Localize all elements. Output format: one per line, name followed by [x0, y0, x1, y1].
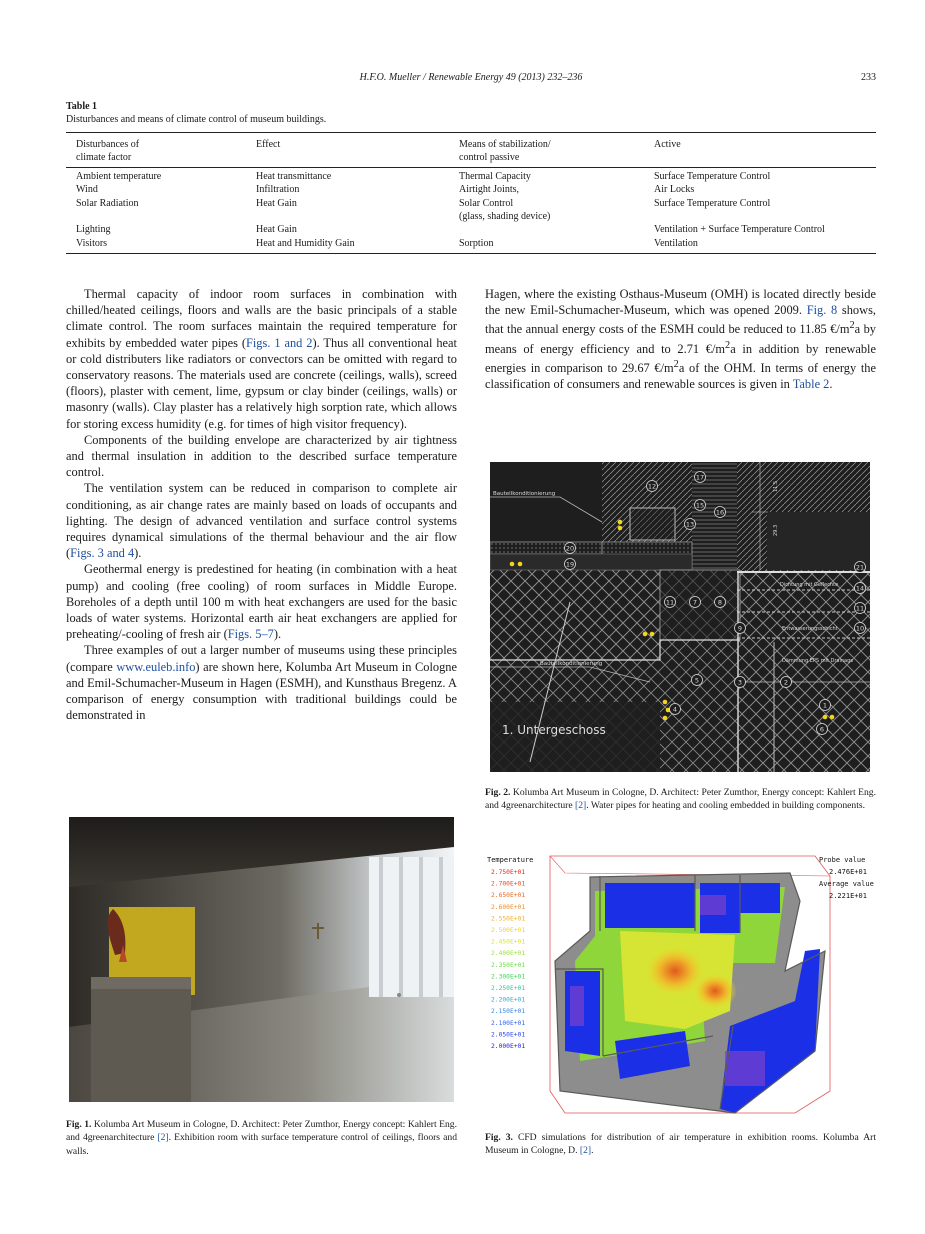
- paragraph: Hagen, where the existing Osthaus-Museum (OMH) is located directly beside the new Emil-Schumacher-Museum, which was opened 2009. Fig. 8 shows, that the annual energy costs of the ESMH could be reduced to 11.85 $€/m^2a$ by means of energy efficiency and to 2.71 $€/m^2a$ in addition by renewable energies in comparison to 29.67 $€/m^2a$ of the OHM. In terms of energy the classification of consumers and renewable sources is given in Table 2.: [485, 287, 876, 392]
- drawing-label: Bauteilkonditionierung: [540, 661, 603, 667]
- legend-value: 2.600E+01: [491, 903, 526, 911]
- marker-number: 13: [685, 520, 695, 529]
- paragraph: Three examples of out a larger number of museums using these principles (compare www.euleb.info) are shown here, Kolumba Art Museum in Cologne and Emil-Schumacher-Museum in Hagen (ESMH), and Kunsthaus Bregenz. A comparison of energy consumption with traditional buildings could be demonstrated in: [66, 643, 457, 723]
- figure-2-caption: Fig. 2. Kolumba Art Museum in Cologne, D. Architect: Peter Zumthor, Energy concept: Kahlert Eng. and 4greenarchitecture [2]. Water pipes for heating and cooling embedded in building components.: [485, 787, 876, 812]
- marker-number: 4: [672, 705, 678, 714]
- table-cell: (glass, shading device): [459, 211, 551, 223]
- table-cell: Solar Control: [459, 197, 514, 209]
- table-cell: Surface Temperature Control: [654, 197, 771, 209]
- table-cell: Wind: [76, 184, 98, 196]
- table-cell: Infiltration: [256, 184, 300, 196]
- marker-number: 5: [694, 676, 700, 685]
- table-cell: Airtight Joints,: [459, 184, 520, 196]
- table-row: [66, 237, 876, 250]
- table-cell: [66, 210, 256, 223]
- legend-value: 2.100E+01: [491, 1019, 526, 1027]
- table-row: [66, 223, 876, 236]
- table-cell: Ambient temperature: [76, 170, 162, 182]
- table-label: Table 1: [66, 101, 98, 112]
- table-row: [66, 183, 876, 196]
- marker-number: 21: [855, 563, 865, 572]
- reference-link[interactable]: [2]: [575, 800, 587, 812]
- table-header-cell: [654, 151, 876, 164]
- legend-title: Temperature: [487, 856, 534, 864]
- marker-number: 17: [695, 473, 705, 482]
- figure-3-cfd: [485, 851, 876, 1123]
- page-number: 233: [861, 72, 876, 83]
- marker-number: 15: [695, 501, 705, 510]
- table-cell: Thermal Capacity: [459, 170, 531, 182]
- body-column-right: [485, 286, 876, 393]
- legend-value: 2.750E+01: [491, 869, 526, 876]
- legend-value: 2.400E+01: [491, 950, 526, 958]
- legend-value: 2.150E+01: [491, 1008, 526, 1016]
- table-cell: Heat and Humidity Gain: [256, 237, 355, 249]
- table-cell: Lighting: [76, 224, 111, 236]
- table-row: [66, 170, 876, 183]
- dimension-label: 29.3: [773, 524, 779, 536]
- figure-1-caption: Fig. 1. Kolumba Art Museum in Cologne, D. Architect: Peter Zumthor, Energy concept: Kahlert Eng. and 4greenarchitecture [2]. Exhibition room with surface temperature control of ceilings, floors and walls.: [66, 1119, 457, 1157]
- table-1: [66, 132, 876, 254]
- average-label: Average value: [819, 880, 874, 888]
- marker-number: 19: [565, 560, 575, 569]
- table-cell: Heat Gain: [256, 197, 297, 209]
- probe-label: Probe value: [819, 856, 866, 864]
- legend-value: 2.500E+01: [491, 927, 526, 934]
- figure-link[interactable]: Figs. 1 and 2: [245, 335, 313, 350]
- table-cell: Visitors: [76, 237, 108, 249]
- marker-number: 2: [783, 678, 789, 687]
- legend-value: 2.300E+01: [491, 973, 526, 981]
- legend-value: 2.550E+01: [491, 915, 526, 923]
- figure-link[interactable]: Figs. 3 and 4: [70, 546, 135, 561]
- table-caption: Disturbances and means of climate control of museum buildings.: [66, 114, 327, 125]
- marker-number: 16: [715, 508, 725, 517]
- drawing-label: Dämmung EPS mit Drainage: [782, 658, 854, 664]
- table-header: [66, 132, 876, 168]
- figure-1-photo: [69, 817, 454, 1102]
- table-body: [66, 168, 876, 254]
- legend-value: 2.450E+01: [491, 938, 526, 946]
- table-header-cell: climate factor: [76, 152, 132, 164]
- paragraph: Geothermal energy is predestined for heating (in combination with a heat pump) and cooling (free cooling) of room surfaces in Middle Europe. Boreholes of a depth until 100 m with heat exchangers are used for the basic loads of water systems. Horizontal earth air heat exchangers are applied for preheating/-cooling of fresh air (Figs. 5–7).: [66, 562, 457, 642]
- figure-link[interactable]: Fig. 8: [806, 303, 838, 318]
- table-cell: [654, 210, 876, 223]
- table-cell: Heat Gain: [256, 224, 297, 236]
- marker-number: 20: [565, 544, 575, 553]
- table-row: [66, 197, 876, 210]
- legend-value: 2.200E+01: [491, 996, 526, 1004]
- table-cell: Surface Temperature Control: [654, 170, 771, 182]
- running-title: H.F.O. Mueller / Renewable Energy 49 (2013) 232–236: [359, 72, 583, 83]
- table-cell: Ventilation + Surface Temperature Control: [654, 224, 825, 236]
- drawing-label: Dichtung mit Geflechte: [780, 582, 839, 588]
- table-link[interactable]: Table 2: [792, 377, 830, 392]
- reference-link[interactable]: [2]: [157, 1132, 169, 1144]
- average-value: 2.221E+01: [829, 892, 867, 900]
- marker-number: 6: [819, 725, 825, 734]
- legend-value: 2.050E+01: [491, 1031, 526, 1039]
- paragraph: The ventilation system can be reduced in comparison to complete air conditioning, as air change rates are mainly based on loads of occupants and lighting. The design of advanced ventilation and surface control systems requires dynamical simulations of the thermal behaviour and the air flow (Figs. 3 and 4).: [66, 481, 457, 561]
- table-header-cell: control passive: [459, 152, 520, 164]
- table-cell: Solar Radiation: [76, 197, 139, 209]
- figure-3-caption: Fig. 3. CFD simulations for distribution of air temperature in exhibition rooms. Kolumba Art Museum in Cologne, D. [2].: [485, 1132, 876, 1157]
- legend-value: 2.350E+01: [491, 961, 526, 969]
- figure-2-drawing: [490, 462, 870, 772]
- table-header-cell: Active: [654, 139, 681, 150]
- table-header-cell: Disturbances of: [76, 139, 140, 150]
- floor-label: 1. Untergeschoss: [502, 723, 606, 737]
- table-cell: Heat transmittance: [256, 170, 332, 182]
- legend-value: 2.700E+01: [491, 880, 526, 888]
- table-row: [66, 210, 876, 223]
- table-cell: Sorption: [459, 237, 494, 249]
- drawing-label: Entwasserungsschicht: [782, 626, 838, 632]
- marker-number: 1: [822, 701, 828, 710]
- table-cell: Air Locks: [654, 184, 695, 196]
- legend-value: 2.000E+01: [491, 1043, 526, 1050]
- figure-link[interactable]: Figs. 5–7: [227, 627, 274, 642]
- table-header-cell: [256, 151, 459, 164]
- marker-number: 11: [665, 598, 675, 607]
- marker-number: 8: [717, 598, 723, 607]
- probe-value: 2.476E+01: [829, 868, 867, 876]
- reference-link[interactable]: [2]: [579, 1145, 592, 1157]
- marker-number: 12: [647, 482, 657, 491]
- drawing-label: Bauteilkonditionierung: [493, 491, 556, 497]
- web-link[interactable]: www.euleb.info: [116, 659, 196, 674]
- table-cell: Ventilation: [654, 237, 698, 249]
- marker-number: 14: [855, 584, 865, 593]
- table-header-cell: Effect: [256, 139, 281, 150]
- table-header-cell: Means of stabilization/: [459, 139, 551, 150]
- legend-value: 2.250E+01: [491, 985, 526, 992]
- marker-number: 9: [737, 624, 743, 633]
- marker-number: 3: [737, 678, 743, 687]
- marker-number: 7: [692, 598, 698, 607]
- paragraph: Thermal capacity of indoor room surfaces in combination with chilled/heated ceilings, floors and walls are the basic principals of a stable climate control. The room surfaces maintain the required temperature for exhibits by embedded water pipes (Figs. 1 and 2). Thus all conventional heat or cold distributers like radiators or convectors can be omitted with regard to conservatory reasons. The materials used are concrete (ceilings, walls), screed (floors), plaster with cement, lime, gypsum or clay binder (ceilings, walls) or masonry (walls). Clay plaster has a relatively high sorption rate, which allows for storing excess humidity (e.g. for times of high visitor frequency).: [66, 287, 457, 431]
- legend-value: 2.650E+01: [491, 892, 526, 900]
- table-cell: [459, 223, 654, 236]
- paragraph: Components of the building envelope are characterized by air tightness and thermal insulation in addition to the described surface temperature control.: [66, 432, 457, 480]
- marker-number: 11: [855, 604, 865, 613]
- body-column-left: [66, 286, 457, 723]
- marker-number: 10: [855, 624, 865, 633]
- table-cell: [256, 210, 459, 223]
- dimension-label: 11.5: [773, 480, 779, 492]
